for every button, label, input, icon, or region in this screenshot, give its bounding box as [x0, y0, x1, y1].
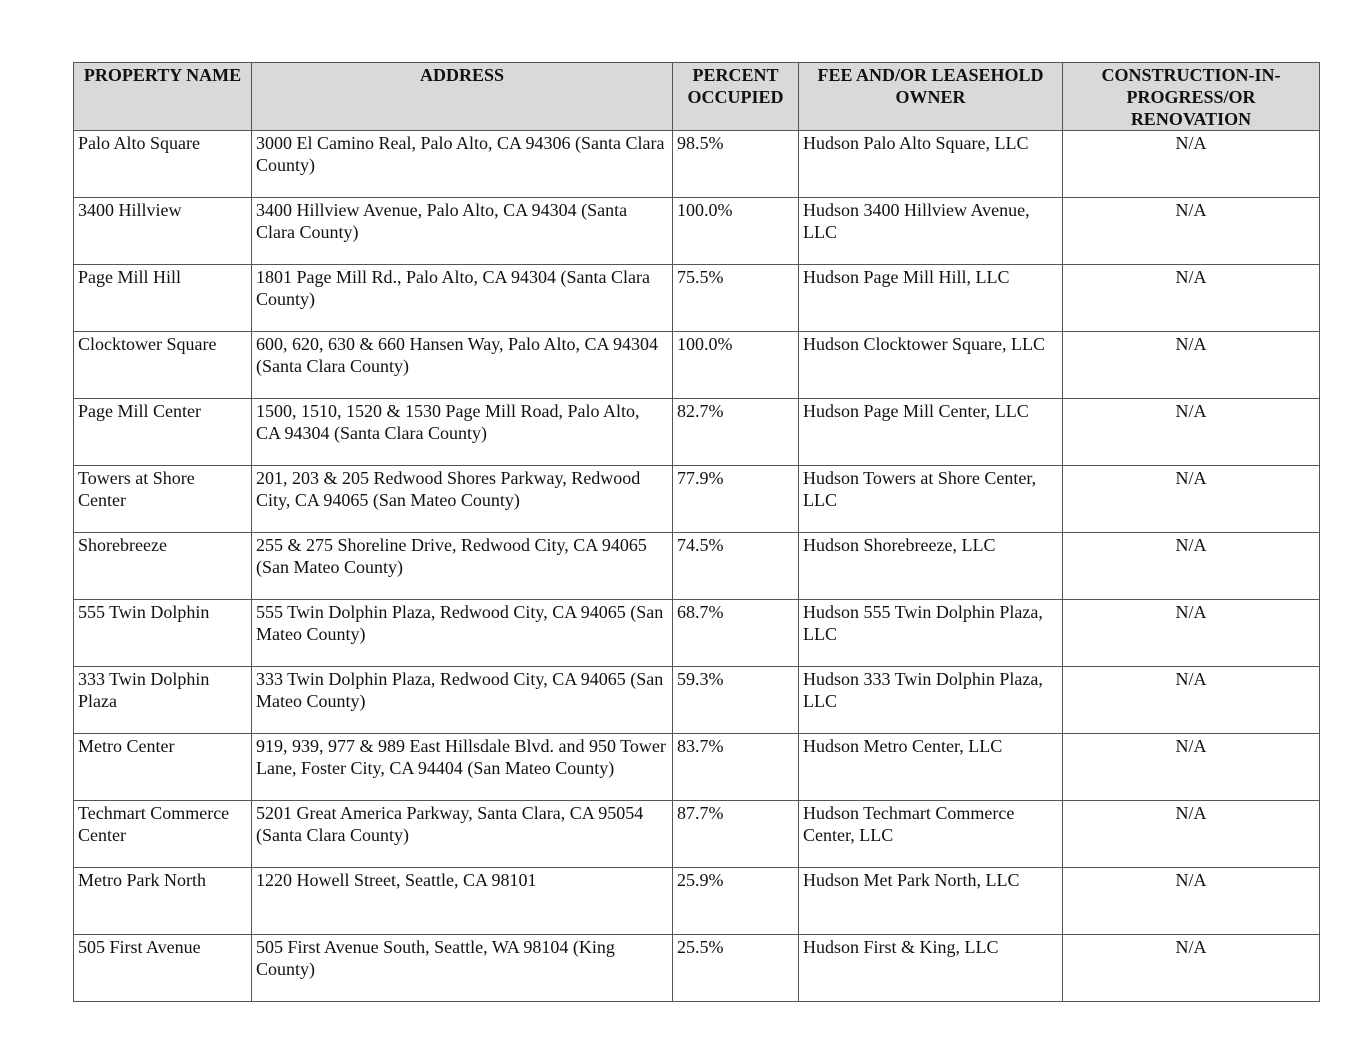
- table-row: [74, 600, 1320, 667]
- cell-address: 3000 El Camino Real, Palo Alto, CA 94306 (Santa Clara County): [252, 131, 673, 198]
- cell-construction: N/A: [1063, 131, 1320, 198]
- cell-address: 505 First Avenue South, Seattle, WA 98104 (King County): [252, 935, 673, 1002]
- cell-address: 1500, 1510, 1520 & 1530 Page Mill Road, Palo Alto, CA 94304 (Santa Clara County): [252, 399, 673, 466]
- cell-owner: Hudson 3400 Hillview Avenue, LLC: [799, 198, 1063, 265]
- cell-percent-occupied: 75.5%: [673, 265, 799, 332]
- cell-address: 1220 Howell Street, Seattle, CA 98101: [252, 868, 673, 935]
- table-row: [74, 466, 1320, 533]
- table-row: [74, 868, 1320, 935]
- cell-owner: Hudson Palo Alto Square, LLC: [799, 131, 1063, 198]
- cell-owner: Hudson Page Mill Hill, LLC: [799, 265, 1063, 332]
- cell-property-name: Page Mill Hill: [74, 265, 252, 332]
- cell-percent-occupied: 83.7%: [673, 734, 799, 801]
- cell-construction: N/A: [1063, 600, 1320, 667]
- cell-percent-occupied: 77.9%: [673, 466, 799, 533]
- table-row: [74, 399, 1320, 466]
- table-row: [74, 131, 1320, 198]
- cell-percent-occupied: 100.0%: [673, 332, 799, 399]
- table-row: [74, 332, 1320, 399]
- cell-owner: Hudson Clocktower Square, LLC: [799, 332, 1063, 399]
- cell-percent-occupied: 74.5%: [673, 533, 799, 600]
- cell-percent-occupied: 68.7%: [673, 600, 799, 667]
- cell-construction: N/A: [1063, 265, 1320, 332]
- cell-property-name: Metro Park North: [74, 868, 252, 935]
- table-row: [74, 935, 1320, 1002]
- cell-owner: Hudson 555 Twin Dolphin Plaza, LLC: [799, 600, 1063, 667]
- table-row: [74, 667, 1320, 734]
- table-body: [74, 131, 1320, 1002]
- table-header: [74, 63, 1320, 131]
- cell-address: 555 Twin Dolphin Plaza, Redwood City, CA 94065 (San Mateo County): [252, 600, 673, 667]
- cell-owner: Hudson Towers at Shore Center, LLC: [799, 466, 1063, 533]
- cell-percent-occupied: 82.7%: [673, 399, 799, 466]
- cell-property-name: Clocktower Square: [74, 332, 252, 399]
- cell-property-name: Metro Center: [74, 734, 252, 801]
- cell-property-name: 3400 Hillview: [74, 198, 252, 265]
- header-percent-occupied: PERCENT OCCUPIED: [673, 63, 799, 131]
- cell-percent-occupied: 59.3%: [673, 667, 799, 734]
- header-address: ADDRESS: [252, 63, 673, 131]
- cell-owner: Hudson Page Mill Center, LLC: [799, 399, 1063, 466]
- cell-address: 255 & 275 Shoreline Drive, Redwood City, CA 94065 (San Mateo County): [252, 533, 673, 600]
- header-row: [74, 63, 1320, 131]
- table-row: [74, 801, 1320, 868]
- cell-address: 919, 939, 977 & 989 East Hillsdale Blvd. and 950 Tower Lane, Foster City, CA 94404 (San Mateo County): [252, 734, 673, 801]
- cell-percent-occupied: 25.5%: [673, 935, 799, 1002]
- cell-owner: Hudson Techmart Commerce Center, LLC: [799, 801, 1063, 868]
- cell-construction: N/A: [1063, 198, 1320, 265]
- cell-owner: Hudson Shorebreeze, LLC: [799, 533, 1063, 600]
- cell-address: 600, 620, 630 & 660 Hansen Way, Palo Alto, CA 94304 (Santa Clara County): [252, 332, 673, 399]
- table-row: [74, 265, 1320, 332]
- cell-percent-occupied: 87.7%: [673, 801, 799, 868]
- cell-percent-occupied: 100.0%: [673, 198, 799, 265]
- cell-address: 1801 Page Mill Rd., Palo Alto, CA 94304 (Santa Clara County): [252, 265, 673, 332]
- cell-address: 5201 Great America Parkway, Santa Clara, CA 95054 (Santa Clara County): [252, 801, 673, 868]
- cell-percent-occupied: 25.9%: [673, 868, 799, 935]
- cell-owner: Hudson Metro Center, LLC: [799, 734, 1063, 801]
- cell-construction: N/A: [1063, 533, 1320, 600]
- cell-property-name: Shorebreeze: [74, 533, 252, 600]
- cell-construction: N/A: [1063, 935, 1320, 1002]
- cell-construction: N/A: [1063, 466, 1320, 533]
- cell-percent-occupied: 98.5%: [673, 131, 799, 198]
- cell-construction: N/A: [1063, 734, 1320, 801]
- cell-address: 201, 203 & 205 Redwood Shores Parkway, Redwood City, CA 94065 (San Mateo County): [252, 466, 673, 533]
- cell-property-name: Page Mill Center: [74, 399, 252, 466]
- table-row: [74, 533, 1320, 600]
- header-owner: FEE AND/OR LEASEHOLD OWNER: [799, 63, 1063, 131]
- cell-owner: Hudson First & King, LLC: [799, 935, 1063, 1002]
- cell-construction: N/A: [1063, 332, 1320, 399]
- header-property-name: PROPERTY NAME: [74, 63, 252, 131]
- cell-property-name: Palo Alto Square: [74, 131, 252, 198]
- table-row: [74, 198, 1320, 265]
- cell-owner: Hudson Met Park North, LLC: [799, 868, 1063, 935]
- cell-address: 333 Twin Dolphin Plaza, Redwood City, CA 94065 (San Mateo County): [252, 667, 673, 734]
- cell-construction: N/A: [1063, 399, 1320, 466]
- header-construction: CONSTRUCTION-IN-PROGRESS/OR RENOVATION: [1063, 63, 1320, 131]
- cell-property-name: 333 Twin Dolphin Plaza: [74, 667, 252, 734]
- cell-property-name: 505 First Avenue: [74, 935, 252, 1002]
- cell-property-name: 555 Twin Dolphin: [74, 600, 252, 667]
- cell-property-name: Towers at Shore Center: [74, 466, 252, 533]
- cell-construction: N/A: [1063, 801, 1320, 868]
- cell-owner: Hudson 333 Twin Dolphin Plaza, LLC: [799, 667, 1063, 734]
- cell-construction: N/A: [1063, 868, 1320, 935]
- property-table: [73, 62, 1320, 1002]
- cell-property-name: Techmart Commerce Center: [74, 801, 252, 868]
- table-row: [74, 734, 1320, 801]
- cell-construction: N/A: [1063, 667, 1320, 734]
- cell-address: 3400 Hillview Avenue, Palo Alto, CA 94304 (Santa Clara County): [252, 198, 673, 265]
